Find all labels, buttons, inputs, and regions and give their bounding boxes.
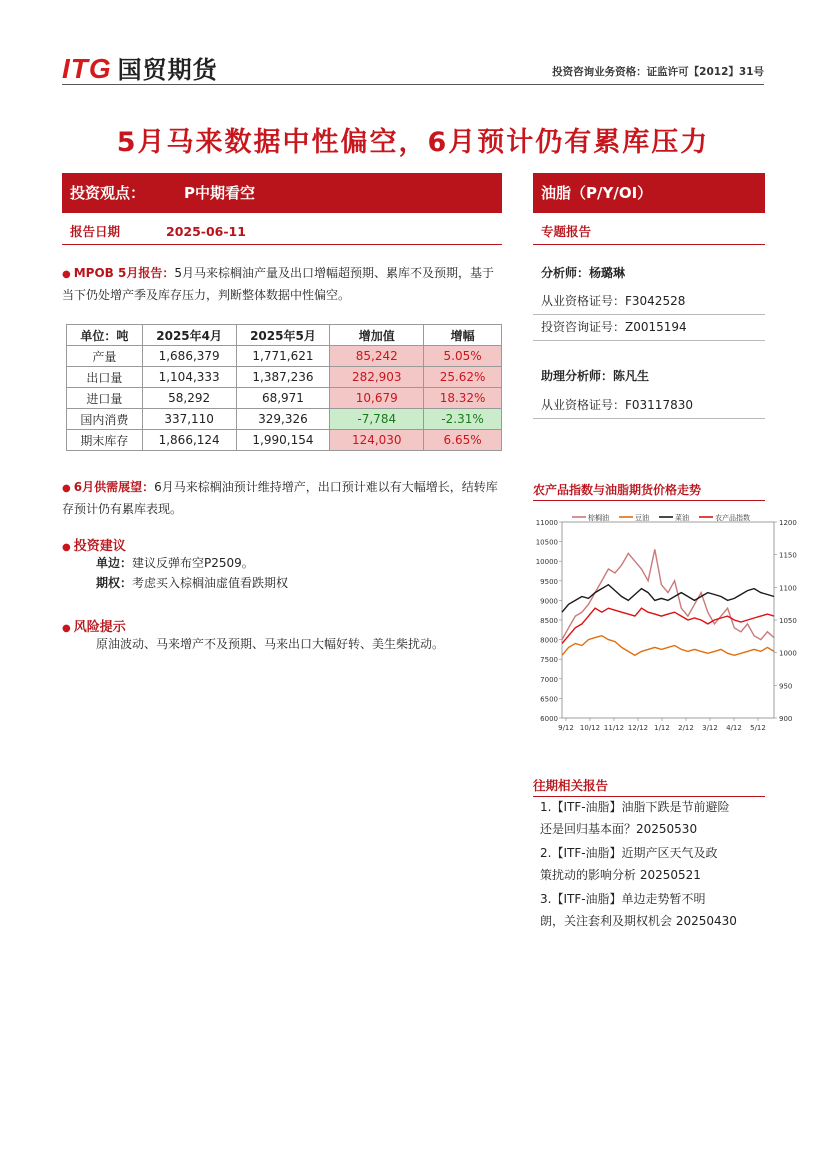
report-type-label: 专题报告 [541, 224, 592, 239]
x-tick-label: 9/12 [558, 724, 574, 732]
x-tick-label: 11/12 [603, 724, 625, 732]
bullet-icon: ● [62, 269, 71, 280]
advice-option-text: 考虑买入棕榈油虚值看跌期权 [132, 576, 289, 590]
legend-label: 菜油 [675, 514, 689, 522]
report-date-value: 2025-06-11 [166, 224, 246, 239]
row-name: 产量 [67, 346, 143, 367]
y-left-tick-label: 8500 [540, 617, 558, 625]
y-right-tick-label: 900 [779, 715, 793, 723]
table-row [67, 409, 502, 430]
advice-single-label: 单边： [96, 556, 133, 570]
y-right-tick-label: 1100 [779, 584, 797, 593]
y-left-tick-label: 11000 [535, 519, 558, 527]
cell-may: 68,971 [236, 388, 330, 409]
y-right-tick-label: 1050 [779, 617, 797, 625]
analyst-cert: 从业资格证号：F3042528 [541, 294, 686, 308]
x-tick-label: 10/12 [579, 724, 601, 732]
advice-single-text: 建议反弹布空P2509。 [132, 556, 254, 570]
assistant-label-row [533, 363, 765, 389]
cell-apr: 337,110 [142, 409, 236, 430]
cell-pct: 5.05% [424, 346, 502, 367]
y-right-tick-label: 1150 [779, 551, 797, 560]
cell-pct: 25.62% [424, 367, 502, 388]
risk-heading: 风险提示 [73, 620, 126, 635]
table-row [67, 430, 502, 451]
assistant-cert-row [533, 392, 765, 419]
cell-may: 329,326 [236, 409, 330, 430]
table-header: 单位：吨 [67, 325, 143, 346]
advice-option-label: 期权： [96, 576, 133, 590]
related-item-line: 1.【ITF-油脂】油脂下跌是节前避险 [540, 800, 730, 814]
outlook-heading: 6月供需展望： [73, 480, 155, 494]
cell-pct: 18.32% [424, 388, 502, 409]
legend-label: 豆油 [635, 514, 649, 522]
related-list [540, 796, 765, 932]
analyst-cert-row [533, 288, 765, 315]
related-item[interactable] [540, 842, 765, 886]
advice-option [96, 573, 502, 593]
cell-increase: 85,242 [330, 346, 424, 367]
risk-text: 原油波动、马来增产不及预期、马来出口大幅好转、美生柴扰动。 [96, 637, 445, 651]
row-name: 国内消费 [67, 409, 143, 430]
analyst-label-row [533, 260, 765, 286]
y-right-tick-label: 950 [779, 682, 793, 691]
y-left-tick-label: 9000 [540, 597, 558, 606]
y-left-tick-label: 9500 [540, 577, 558, 586]
related-item[interactable] [540, 888, 765, 932]
risk-heading-row [62, 616, 126, 635]
y-right-tick-label: 1200 [779, 519, 797, 527]
x-tick-label: 1/12 [654, 724, 670, 732]
advice-single [96, 553, 502, 573]
logo-en: ITG [62, 53, 112, 84]
mpob-paragraph [62, 263, 502, 305]
y-left-tick-label: 10000 [535, 558, 558, 567]
x-tick-label: 4/12 [726, 724, 742, 732]
product-bar [533, 173, 765, 213]
table-header: 2025年4月 [142, 325, 236, 346]
series-line-豆油 [562, 636, 774, 656]
header-divider [62, 84, 764, 85]
x-tick-label: 12/12 [627, 724, 649, 732]
outlook-paragraph [62, 477, 502, 519]
x-tick-label: 5/12 [750, 724, 766, 732]
legend-label: 农产品指数 [715, 514, 750, 522]
report-date-row [62, 220, 502, 245]
plot-frame [562, 522, 774, 718]
table-header: 增幅 [424, 325, 502, 346]
outlook-text: 6月马来棕榈油预计维持增产，出口预计难以有大幅增长，结转库存预计仍有累库表现。 [62, 480, 498, 516]
related-title: 往期相关报告 [533, 776, 765, 797]
cell-increase: 124,030 [330, 430, 424, 451]
y-left-tick-label: 7500 [540, 656, 558, 665]
cell-may: 1,990,154 [236, 430, 330, 451]
logo-cn: 国贸期货 [117, 57, 218, 84]
assistant-cert: 从业资格证号：F03117830 [541, 398, 693, 412]
analyst-label: 分析师：杨璐琳 [541, 266, 626, 280]
table-header-row [67, 325, 502, 346]
analyst-consult-row [533, 314, 765, 341]
investment-view-bar [62, 173, 502, 213]
row-name: 期末库存 [67, 430, 143, 451]
cell-apr: 1,866,124 [142, 430, 236, 451]
table-header: 增加值 [330, 325, 424, 346]
y-left-tick-label: 7000 [540, 675, 558, 684]
price-chart [530, 508, 802, 740]
cell-increase: 10,679 [330, 388, 424, 409]
y-left-tick-label: 8000 [540, 636, 558, 645]
company-logo [62, 50, 218, 85]
x-tick-label: 2/12 [678, 724, 694, 732]
mpob-table [66, 324, 502, 451]
y-left-tick-label: 10500 [535, 538, 558, 547]
license-text: 投资咨询业务资格：证监许可【2012】31号 [552, 66, 764, 78]
related-item-line: 朗，关注套利及期权机会 20250430 [540, 914, 737, 928]
mpob-text: 5月马来棕榈油产量及出口增幅超预期、累库不及预期，基于当下仍处增产季及库存压力，判断整体数据中性偏空。 [62, 266, 494, 302]
series-line-菜油 [562, 585, 774, 613]
y-left-tick-label: 6500 [540, 695, 558, 704]
advice-heading: 投资建议 [73, 539, 126, 554]
cell-increase: 282,903 [330, 367, 424, 388]
related-item-line: 策扰动的影响分析 20250521 [540, 868, 701, 882]
cell-apr: 58,292 [142, 388, 236, 409]
table-row [67, 367, 502, 388]
bullet-icon: ● [62, 542, 71, 553]
mpob-heading: MPOB 5月报告： [73, 266, 175, 280]
row-name: 进口量 [67, 388, 143, 409]
cell-pct: -2.31% [424, 409, 502, 430]
table-header: 2025年5月 [236, 325, 330, 346]
cell-apr: 1,104,333 [142, 367, 236, 388]
related-item-line: 2.【ITF-油脂】近期产区天气及政 [540, 846, 718, 860]
report-type-row [533, 220, 765, 245]
report-title: 5月马来数据中性偏空，6月预计仍有累库压力 [116, 127, 710, 158]
assistant-label: 助理分析师：陈凡生 [541, 369, 650, 383]
cell-apr: 1,686,379 [142, 346, 236, 367]
y-left-tick-label: 6000 [540, 715, 558, 723]
related-item-line: 3.【ITF-油脂】单边走势暂不明 [540, 892, 706, 906]
cell-may: 1,771,621 [236, 346, 330, 367]
chart-title: 农产品指数与油脂期货价格走势 [533, 480, 765, 501]
cell-increase: -7,784 [330, 409, 424, 430]
analyst-consult: 投资咨询证号：Z0015194 [541, 320, 687, 334]
legend-label: 棕榈油 [588, 514, 609, 522]
y-right-tick-label: 1000 [779, 649, 797, 658]
product-label: 油脂（P/Y/OI） [541, 184, 653, 202]
cell-pct: 6.65% [424, 430, 502, 451]
table-row [67, 388, 502, 409]
table-row [67, 346, 502, 367]
report-date-label: 报告日期 [70, 224, 121, 239]
related-item[interactable] [540, 796, 765, 840]
bullet-icon: ● [62, 623, 71, 634]
related-item-line: 还是回归基本面？20250530 [540, 822, 698, 836]
row-name: 出口量 [67, 367, 143, 388]
bullet-icon: ● [62, 483, 71, 494]
cell-may: 1,387,236 [236, 367, 330, 388]
x-tick-label: 3/12 [702, 724, 718, 732]
advice-heading-row [62, 535, 126, 554]
investment-view-label: 投资观点： [70, 184, 146, 202]
investment-view-value: P中期看空 [184, 184, 255, 202]
